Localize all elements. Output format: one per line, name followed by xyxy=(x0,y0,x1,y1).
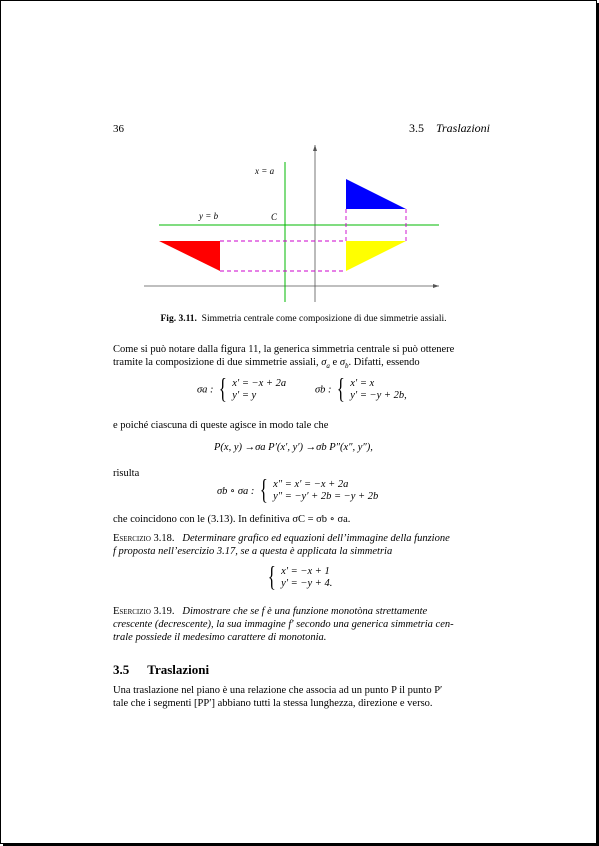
ex18-line-1: Determinare grafico ed equazioni dell’immagine della funzione xyxy=(182,533,450,544)
system-sigma-b xyxy=(315,374,407,405)
brace: { xyxy=(336,374,345,405)
section-number: 3.5 xyxy=(113,662,130,677)
ex18-eq-1: x′ = −x + 1 xyxy=(281,566,330,577)
section-title: Traslazioni xyxy=(147,662,210,677)
red-triangle xyxy=(159,241,220,271)
ex19-line-3: trale possiede il medesimo carattere di monotonia. xyxy=(113,632,327,643)
x-axis-arrow xyxy=(433,284,439,288)
header-section-title: Traslazioni xyxy=(435,121,490,135)
paragraph-3: che coincidono con le (3.13). In definitiva σC = σb ∘ σa. xyxy=(113,514,351,525)
ex18-eq-2: y′ = −y + 4. xyxy=(281,578,333,589)
risulta: risulta xyxy=(113,468,140,479)
ex19-label: Esercizio 3.19. xyxy=(113,606,175,617)
paragraph-2: e poiché ciascuna di queste agisce in modo tale che xyxy=(113,420,329,431)
exercise-3-18 xyxy=(113,532,495,558)
yellow-triangle xyxy=(346,241,406,271)
dashed-connectors xyxy=(220,209,406,271)
sys-b-eq-1: x′ = x xyxy=(350,378,375,389)
comp-label: σb ∘ σa : xyxy=(217,486,255,497)
p1-line-1: Come si può notare dalla figura 11, la generica simmetria centrale si può ottenere xyxy=(113,344,455,355)
ex18-line-2: f proposta nell’esercizio 3.17, se a questa è applicata la simmetria xyxy=(113,546,393,557)
header-section-number: 3.5 xyxy=(408,121,424,135)
sys-a-eq-1: x′ = −x + 2a xyxy=(232,378,287,389)
sys-a-eq-2: y′ = y xyxy=(232,390,257,401)
brace: { xyxy=(259,475,268,506)
section-heading xyxy=(113,662,209,678)
ex19-line-2: crescente (decrescente), la sua immagine f′ secondo una generica simmetria cen- xyxy=(113,619,454,630)
brace: { xyxy=(218,374,227,405)
system-sigma-a xyxy=(197,374,287,405)
sys-a-label: σa : xyxy=(197,384,214,396)
sys-b-eq-2: y′ = −y + 2b, xyxy=(350,390,407,401)
comp-eq-1: x″ = x′ = −x + 2a xyxy=(273,479,349,490)
paragraph-4 xyxy=(113,684,495,710)
running-header xyxy=(409,121,490,136)
paragraph-1 xyxy=(113,343,495,373)
comp-eq-2: y″ = −y′ + 2b = −y + 2b xyxy=(273,491,379,502)
page-number: 36 xyxy=(113,123,124,135)
figure-3-11 xyxy=(141,136,451,311)
p4-line-2: tale che i segmenti [PP′] abbiano tutti la stessa lunghezza, direzione e verso. xyxy=(113,698,433,709)
exercise-3-19 xyxy=(113,605,495,644)
caption-text: Simmetria centrale come composizione di due simmetrie assiali. xyxy=(201,314,447,324)
ex19-line-1: Dimostrare che se f è una funzione monotòna strettamente xyxy=(182,606,428,617)
composition-system xyxy=(217,475,379,506)
label-y-eq-b: y = b xyxy=(199,211,219,221)
sys-b-label: σb : xyxy=(315,384,332,396)
p1-line-2: tramite la composizione di due simmetrie assiali, $\sigma_a$ e $\sigma_b$. Difatti, essendo xyxy=(113,357,420,371)
brace: { xyxy=(267,562,276,593)
figure-caption xyxy=(113,314,494,324)
ex18-system xyxy=(265,562,333,593)
label-center-c: C xyxy=(271,212,278,222)
p4-line-1: Una traslazione nel piano è una relazione che associa ad un punto P il punto P′ xyxy=(113,685,443,696)
mapping-chain: P(x, y) →σa P′(x′, y′) →σb P″(x″, y″), xyxy=(214,442,373,453)
ex18-label: Esercizio 3.18. xyxy=(113,533,175,544)
blue-triangle xyxy=(346,179,406,209)
y-axis-arrow xyxy=(313,145,317,151)
caption-label: Fig. 3.11. xyxy=(160,314,197,324)
label-x-eq-a: x = a xyxy=(255,166,275,176)
